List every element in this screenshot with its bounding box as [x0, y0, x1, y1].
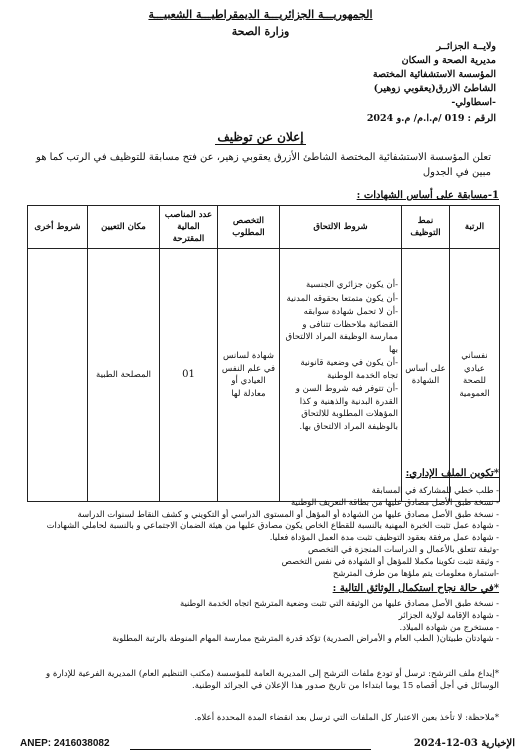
ref-suffix: /م.ا.م/ م.و 2024: [366, 113, 442, 124]
issuer-line: مديرية الصحة و السكان: [401, 55, 496, 66]
page-footer: [0, 738, 521, 753]
list-item: - شهادة عمل تثبت الخبرة المهنية بالنسبة للقطاع الخاص يكون مصادق عليها من هيئة الضمان الاجتماعي و بالنسبة لحاملي الشهادات: [46, 520, 499, 531]
ref-number: 019: [444, 113, 465, 124]
issuer-line: المؤسسة الاستشفائية المختصة: [372, 69, 496, 80]
column-header: شروط الالتحاق: [280, 206, 402, 249]
footer-divider: [130, 749, 371, 750]
condition-item: -أن تتوفر فيه شروط السن و القدرة البدنية والذهنية و كذا المؤهلات المطلوبة للالتحاق بالوظيفة المراد الالتحاق بها.: [295, 384, 398, 432]
list-item: -استمارة معلومات يتم ملؤها من طرف المترشح: [332, 567, 499, 578]
cell-grade: نفساني عيادي للصحة العمومية: [450, 249, 500, 502]
list-item: - شهادة الإقامة لولاية الجزائر: [398, 609, 499, 620]
cell-conditions: [280, 249, 402, 502]
condition-item: -أن يكون متمتعا بحقوقه المدنية: [286, 293, 398, 304]
list-item: - شهادتان طبيتان( الطب العام و الأمراض الصدرية) تؤكد قدرة المترشح ممارسة المهام المنوطة بالرتبة المطلوبة: [112, 633, 499, 644]
reference-number: [236, 112, 496, 126]
ref-label: الرقم :: [467, 113, 496, 124]
cell-location: المصلحة الطبية: [88, 249, 160, 502]
list-item: - نسخة طبق الأصل مصادق عليها من بطاقة التعريف الوطنية: [290, 496, 499, 507]
column-header: التخصص المطلوب: [218, 206, 280, 249]
publication-date: الإخبارية 03-12-2024: [413, 738, 515, 749]
column-header: نمط التوظيف: [402, 206, 450, 249]
document-header: [0, 6, 521, 40]
republic-title: الجمهوريـــة الجزائريـــة الديمقراطيـــة الشعبيـــة: [148, 8, 373, 21]
section-success-docs: *في حالة نجاح استكمال الوثائق التالية :: [332, 583, 499, 594]
column-header: شروط أخرى: [28, 206, 88, 249]
success-items-list: [19, 598, 499, 645]
cell-specialty: شهادة لسانس في علم النفس العيادي أو معادلة لها: [218, 249, 280, 502]
condition-item: -أن يكون جزائري الجنسية: [305, 280, 398, 290]
list-item: - شهادة عمل مرفقة بعقود التوظيف تثبت مدة العمل المؤداة فعليا.: [269, 532, 499, 543]
anep-number: ANEP: 2416038082: [20, 738, 110, 749]
note-text: *ملاحظة: لا تأخذ بعين الاعتبار كل الملفات التي ترسل بعد انقضاء المدة المحددة أعلاه.: [194, 713, 499, 723]
list-item: - طلب خطي للمشاركة في المسابقة: [371, 485, 499, 495]
table-row: [28, 249, 500, 502]
list-item: -وثيقة تتعلق بالأعمال و الدراسات المنجزة في التخصص: [307, 543, 499, 554]
ministry-title: وزارة الصحة: [231, 25, 290, 38]
column-header: مكان التعيين: [88, 206, 160, 249]
issuer-line: الشاطئ الازرق(يعقوبي زوهير): [373, 83, 496, 94]
list-item: - مستخرج من شهادة الميلاد.: [399, 621, 499, 632]
cell-mode: على أساس الشهادة: [402, 249, 450, 502]
deposit-instructions: *إيداع ملف الترشح: ترسل أو تودع ملفات الترشح إلى المديرية العامة للمؤسسة (مكتب التنظيم العام) المديرية الفرعية للإدارة و الوسائل في أجل أقصاه 15 يوما ابتداءا من تاريخ صدور هذا الإعلان في الجرائد الوطنية.: [45, 669, 499, 691]
table-header-row: [28, 206, 500, 249]
issuer-line: ولايــة الجزائــر: [436, 41, 496, 52]
list-item: - نسخة طبق الأصل مصادق عليها من الشهادة أو المؤهل أو المستوى الدراسي أو التكويني و كشف النقاط لسنوات الدراسة: [77, 508, 499, 519]
file-items-list: [19, 485, 499, 579]
list-item: - نسخة طبق الأصل مصادق عليها من الوثيقة التي تثبت وضعية المترشح اتجاه الخدمة الوطنية: [180, 598, 499, 608]
section-admin-file: *تكوين الملف الإداري:: [405, 468, 499, 479]
section-competition: 1-مسابقة على أساس الشهادات :: [356, 190, 499, 201]
announcement-title: إعلان عن توظيف: [217, 130, 304, 144]
column-header: عدد المناصب المالية المقترحة: [160, 206, 218, 249]
cell-posts: 01: [160, 249, 218, 502]
column-header: الرتبة: [450, 206, 500, 249]
condition-item: -أن لا تحمل شهادة سوابقه القضائية ملاحظات تتنافى و ممارسة الوظيفة المراد الالتحاق بها: [285, 307, 398, 355]
issuer-block: [236, 40, 496, 126]
list-item: - وثيقة تثبت تكوينا مكملا للمؤهل أو الشهادة في نفس التخصص: [281, 555, 499, 566]
cell-other: [28, 249, 88, 502]
intro-paragraph: تعلن المؤسسة الاستشفائية المختصة الشاطئ الأزرق يعقوبي زهير، عن فتح مسابقة للتوظيف في الرتب كما هو مبين في الجدول: [36, 152, 491, 178]
positions-table: [27, 205, 500, 502]
condition-item: -أن يكون في وضعية قانونية تجاه الخدمة الوطنية: [300, 358, 398, 381]
issuer-line: -اسطاولي-: [451, 97, 496, 108]
